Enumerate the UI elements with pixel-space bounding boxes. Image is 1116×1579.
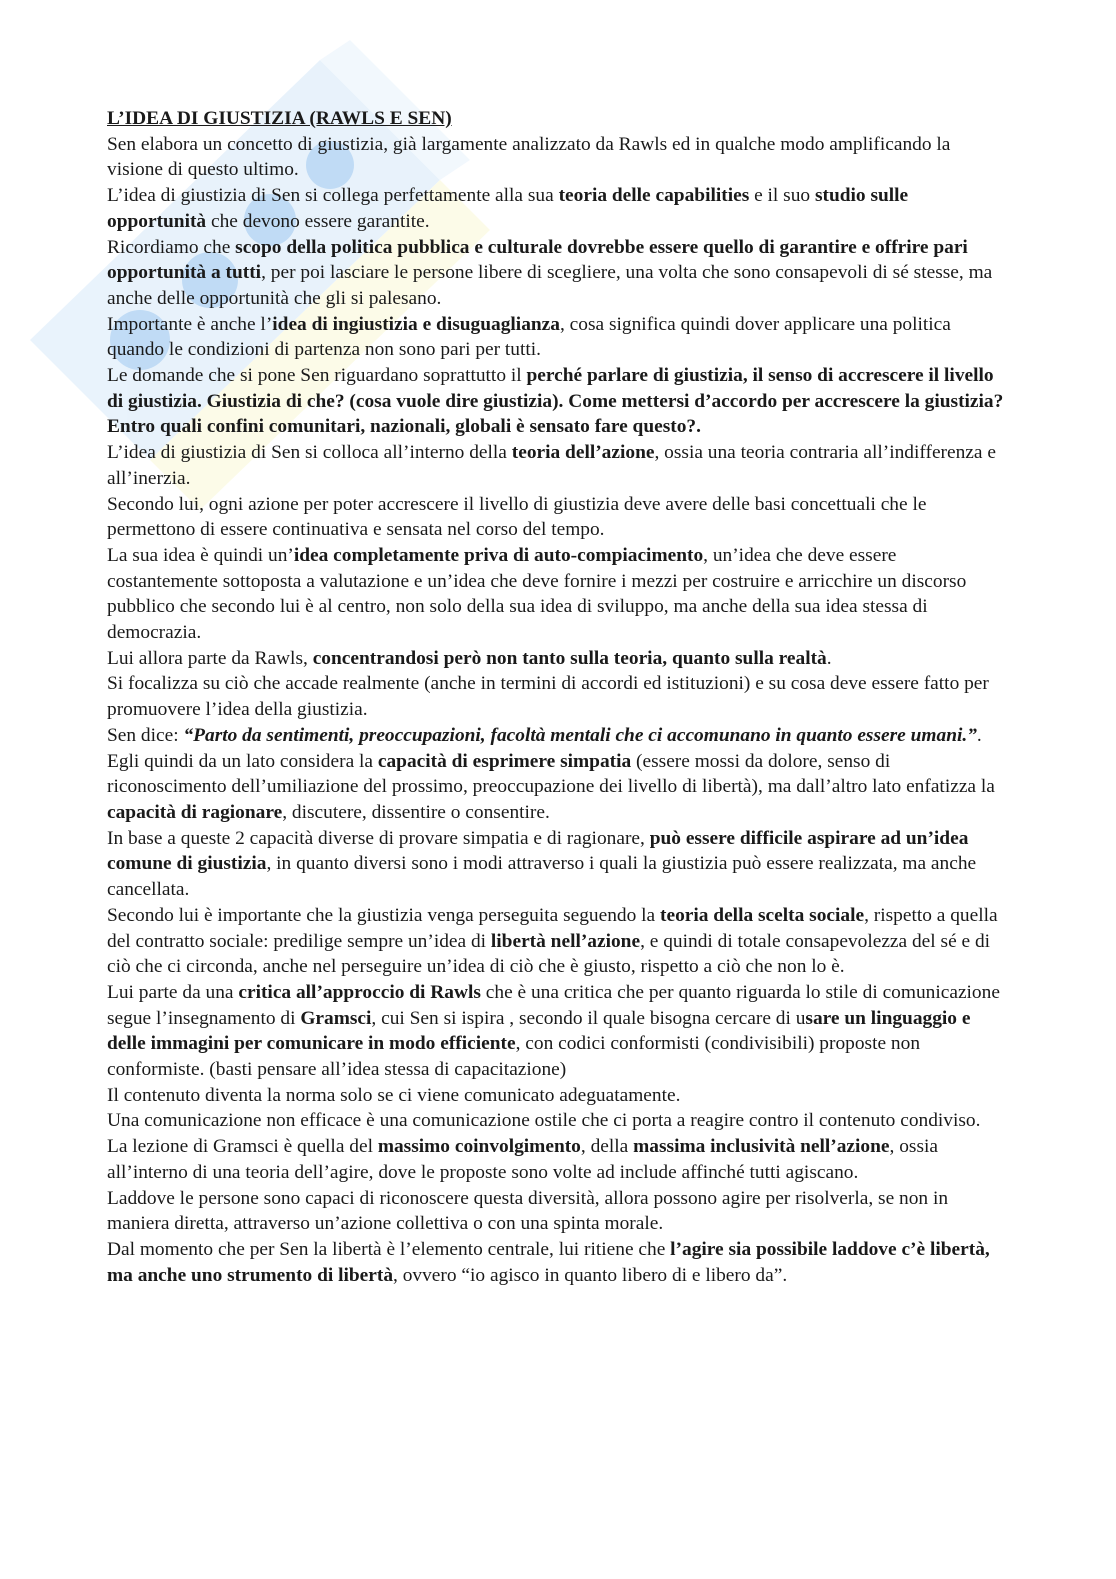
bold-text: può essere difficile aspirare ad un’idea comune di giustizia (107, 827, 969, 875)
text-run: , per poi lasciare le persone libere di scegliere, una volta che sono consapevoli di sé stesse, ma anche delle opportunità che gli si palesano. (107, 262, 993, 309)
text-run: , cui Sen si ispira , secondo il quale bisogna cercare di u (371, 1007, 806, 1029)
paragraph (107, 826, 1007, 903)
bold-text: critica all’approccio di Rawls (238, 981, 481, 1003)
bold-text: idea di ingiustizia e disuguaglianza (272, 313, 560, 335)
paragraph (107, 1186, 1007, 1237)
paragraph (107, 132, 1007, 183)
text-run: Importante è anche l’ (107, 313, 273, 335)
paragraph (107, 183, 1007, 234)
text-run: e il suo (749, 185, 815, 207)
bold-text: capacità di ragionare (107, 801, 283, 823)
bold-text: l’agire sia possibile laddove c’è libertà, ma anche uno strumento di libertà (107, 1238, 990, 1286)
paragraph (107, 1108, 1007, 1134)
text-run: , rispetto a quella del contratto sociale: predilige sempre un’idea di (107, 904, 998, 952)
text-run: Dal momento che per Sen la libertà è l’elemento centrale, lui ritiene che (107, 1238, 671, 1260)
paragraph (107, 723, 1007, 749)
text-run: (essere mossi da dolore, senso di riconoscimento dell’umiliazione del prossimo, preoccupazione dei livello di libertà), ma dall’altro lato enfatizza la (107, 750, 995, 798)
text-run: La lezione di Gramsci è quella del (107, 1136, 378, 1158)
paragraph (107, 235, 1007, 312)
paragraph (107, 749, 1007, 826)
text-run: Le domande che si pone Sen riguardano soprattutto il (107, 365, 527, 387)
text-run: Lui allora parte da Rawls, (107, 647, 313, 669)
text-run: Il contenuto diventa la norma solo se ci viene comunicato adeguatamente. (107, 1084, 681, 1106)
bold-text: libertà nell’azione (490, 930, 641, 952)
bold-text: teoria della scelta sociale (660, 904, 865, 926)
text-run: , in quanto diversi sono i modi attraverso i quali la giustizia può essere realizzata, ma anche cancellata. (107, 853, 977, 901)
paragraph-list (107, 132, 1007, 1289)
paragraph (107, 543, 1007, 646)
text-run: , ossia all’interno di una teoria dell’agire, dove le proposte sono volte ad include affinché tutti agiscano. (107, 1136, 938, 1183)
text-run: , cosa significa quindi dover applicare una politica quando le condizioni di partenza non sono pari per tutti. (107, 313, 951, 361)
paragraph (107, 1083, 1007, 1109)
bold-text: teoria delle capabilities (558, 185, 750, 207)
text-run: Egli quindi da un lato considera la (107, 750, 378, 772)
bold-text: perché parlare di giustizia, il senso di accrescere il livello di giustizia. Giustizia di che? (cosa vuole dire giustizia). Come mettersi d’accordo per accrescere la giustizia? Entro quali confini comunitari, nazionali, globali è sensato fare questo?. (107, 365, 1004, 438)
text-run: , della (580, 1136, 634, 1158)
document-body (107, 106, 1007, 1288)
text-run: In base a queste 2 capacità diverse di provare simpatia e di ragionare, (107, 827, 650, 849)
text-run: Secondo lui, ogni azione per poter accrescere il livello di giustizia deve avere delle basi concettuali che le permettono di essere continuativa e sensata nel corso del tempo. (107, 493, 927, 541)
paragraph (107, 492, 1007, 543)
text-run: L’idea di giustizia di Sen si collega perfettamente alla sua (107, 185, 559, 207)
text-run: , discutere, dissentire o consentire. (282, 801, 550, 823)
text-run: . (976, 724, 982, 746)
text-run: Ricordiamo che (107, 236, 236, 258)
paragraph (107, 1134, 1007, 1185)
text-run: che è una critica che per quanto riguarda lo stile di comunicazione segue l’insegnamento di (107, 981, 1000, 1029)
text-run: Una comunicazione non efficace è una comunicazione ostile che ci porta a reagire contro il contenuto condiviso. (107, 1110, 981, 1132)
text-run: , con codici conformisti (condivisibili) proposte non conformiste. (basti pensare all’idea stessa di capacitazione) (107, 1033, 921, 1081)
bold-text: Gramsci (300, 1007, 372, 1029)
text-run: Si focalizza su ciò che accade realmente (anche in termini di accordi ed istituzioni) e su cosa deve essere fatto per promuovere l’idea della giustizia. (107, 673, 989, 721)
text-run: Sen elabora un concetto di giustizia, già largamente analizzato da Rawls ed in qualche modo amplificando la visione di questo ultimo. (107, 133, 951, 181)
text-run: Laddove le persone sono capaci di riconoscere questa diversità, allora possono agire per risolverla, se non in maniera diretta, attraverso un’azione collettiva o con una spinta morale. (107, 1187, 949, 1235)
text-run: Secondo lui è importante che la giustizia venga perseguita seguendo la (107, 904, 660, 926)
paragraph (107, 440, 1007, 491)
paragraph (107, 312, 1007, 363)
bold-text: capacità di esprimere simpatia (377, 750, 632, 772)
text-run: , un’idea che deve essere costantemente sottoposta a valutazione e un’idea che deve fornire i mezzi per costruire e arricchire un discorso pubblico che secondo lui è al centro, non solo della sua idea di sviluppo, ma anche della sua idea stessa di democrazia. (107, 544, 967, 644)
text-run: , ossia una teoria contraria all’indifferenza e all’inerzia. (107, 442, 996, 489)
bold-text: scopo della politica pubblica e culturale dovrebbe essere quello di garantire e offrire pari opportunità a tutti (107, 236, 968, 284)
document-title: L’IDEA DI GIUSTIZIA (RAWLS E SEN) (107, 108, 452, 129)
bold-text: concentrandosi però non tanto sulla teoria, quanto sulla realtà (312, 647, 827, 669)
bold-text: teoria dell’azione (511, 442, 655, 464)
text-run: Lui parte da una (107, 981, 239, 1003)
paragraph (107, 980, 1007, 1083)
text-run: La sua idea è quindi un’ (107, 544, 294, 566)
text-run: che devono essere garantite. (206, 210, 430, 232)
text-run: , ovvero “io agisco in quanto libero di e libero da”. (393, 1264, 788, 1286)
text-run: , e quindi di totale consapevolezza del sé e di ciò che ci circonda, anche nel perseguire un’idea di ciò che è giusto, rispetto a ciò che non lo è. (107, 930, 991, 978)
bold-text: massimo coinvolgimento (377, 1136, 581, 1158)
bold-text: studio sulle opportunità (107, 185, 909, 232)
bold-text: idea completamente priva di auto-compiacimento (293, 544, 704, 566)
paragraph (107, 646, 1007, 672)
paragraph (107, 903, 1007, 980)
paragraph (107, 671, 1007, 722)
text-run: . (826, 647, 832, 669)
bold-text: sare un linguaggio e delle immagini per comunicare in modo efficiente (107, 1007, 971, 1055)
text-run: Sen dice: (107, 724, 184, 746)
paragraph (107, 363, 1007, 440)
emphasis-text: “Parto da sentimenti, preoccupazioni, facoltà mentali che ci accomunano in quanto essere umani.” (183, 724, 977, 746)
bold-text: massima inclusività nell’azione (633, 1136, 890, 1158)
paragraph (107, 1237, 1007, 1288)
text-run: L’idea di giustizia di Sen si colloca all’interno della (107, 442, 512, 464)
